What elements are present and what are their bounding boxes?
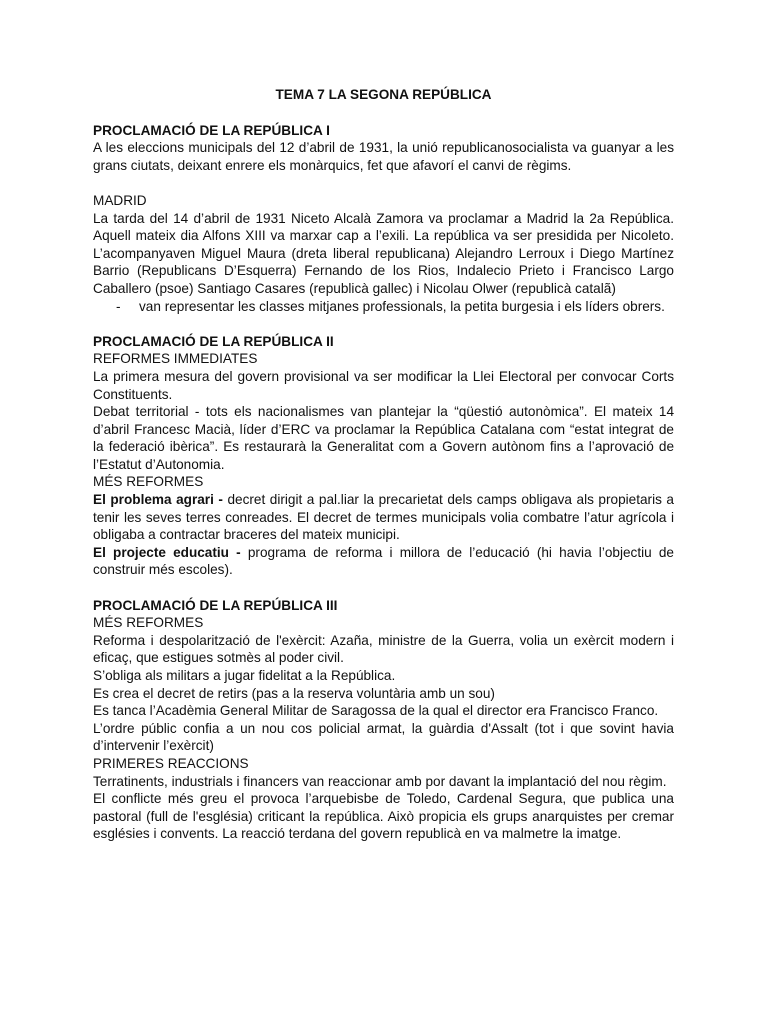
paragraph: Es crea el decret de retirs (pas a la reserva voluntària amb un sou) <box>93 685 495 701</box>
paragraph: La primera mesura del govern provisional va ser modificar la Llei Electoral per convocar Corts Constituents. <box>93 368 674 402</box>
paragraph: L’ordre públic confia a un nou cos policial armat, la guàrdia d'Assalt (tot i que sovint havia d’intervenir l’exèrcit) <box>93 720 674 754</box>
paragraph-agrari <box>93 491 674 544</box>
section-republica-1 <box>93 122 674 316</box>
paragraph: Terratinents, industrials i financers van reaccionar amb por davant la implantació del nou règim. <box>93 773 667 789</box>
paragraph-text: decret dirigit a pal.liar la precarietat dels camps obligava als propietaris a tenir les seves terres conreades. El decret de termes municipals volia combatre l’atur agrícola i obligaba a contractar braceres del mateix municipi. <box>93 492 674 543</box>
paragraph: Es tanca l’Acadèmia General Militar de Saragossa de la qual el director era Francisco Franco. <box>93 703 659 719</box>
section-republica-2 <box>93 333 674 579</box>
paragraph: Debat territorial - tots els nacionalismes van plantejar la “qüestió autonòmica”. El mateix 14 d’abril Francesc Macià, líder d’ERC va proclamar la República Catalana com “estat integrat de la federació ibèrica”. Es restaurarà la Generalitat com a Govern autònom fins a l’aprovació de l’Estatut d’Autonomia. <box>93 404 674 472</box>
subheading: MÉS REFORMES <box>93 474 204 490</box>
section-heading: PROCLAMACIÓ DE LA REPÚBLICA I <box>93 122 330 138</box>
paragraph: Reforma i despolarització de l'exèrcit: Azaña, ministre de la Guerra, volia un exèrcit modern i eficaç, que estigues sotmès al poder civil. <box>93 632 674 666</box>
section-heading: PROCLAMACIÓ DE LA REPÚBLICA II <box>93 333 334 349</box>
document-title: TEMA 7 LA SEGONA REPÚBLICA <box>275 87 492 102</box>
subheading: PRIMERES REACCIONS <box>93 755 249 771</box>
list-item <box>93 298 674 316</box>
paragraph: A les eleccions municipals del 12 d’abril de 1931, la unió republicanosocialista va guanyar a les grans ciutats, deixant enrere els monàrquics, fet que afavorí el canvi de règims. <box>93 140 674 173</box>
paragraph-educatiu <box>93 544 674 579</box>
subheading: REFORMES IMMEDIATES <box>93 351 258 367</box>
section-heading: PROCLAMACIÓ DE LA REPÚBLICA III <box>93 597 338 613</box>
list-item-text: van representar les classes mitjanes professionals, la petita burgesia i els líders obrers. <box>139 298 665 314</box>
subheading-madrid: MADRID <box>93 192 147 208</box>
paragraph: La tarda del 14 d’abril de 1931 Niceto Alcalà Zamora va proclamar a Madrid la 2a República. Aquell mateix dia Alfons XIII va marxar cap a l’exili. La república va ser presidida per Nicoleto. L’acompanyaven Miguel Maura (dreta liberal republicana) Alejandro Lerroux i Diego Martínez Barrio (Republicans D’Esquerra) Fernando de los Rios, Indalecio Prieto i Francisco Largo Caballero (psoe) Santiago Casares (republicà gallec) i Nicolau Olwer (republicà catalã) <box>93 210 674 296</box>
paragraph: El conflicte més greu el provoca l’arquebisbe de Toledo, Cardenal Segura, que publica una pastoral (full de l'església) criticant la república. Això propicia els grups anarquistes per cremar esglésies i convents. La reacció terdana del govern republicà en va malmetre la imatge. <box>93 791 674 842</box>
bullet-list <box>93 298 674 316</box>
subheading: MÉS REFORMES <box>93 615 204 631</box>
bold-label: El projecte educatiu - <box>93 544 241 560</box>
section-republica-3 <box>93 597 674 843</box>
dash-bullet-icon: - <box>116 298 121 314</box>
bold-label: El problema agrari - <box>93 492 223 508</box>
paragraph-text: programa de reforma i millora de l’educació (hi havia l’objectiu de construir més escoles). <box>93 544 674 578</box>
paragraph: S’obliga als militars a jugar fidelitat a la República. <box>93 668 396 683</box>
